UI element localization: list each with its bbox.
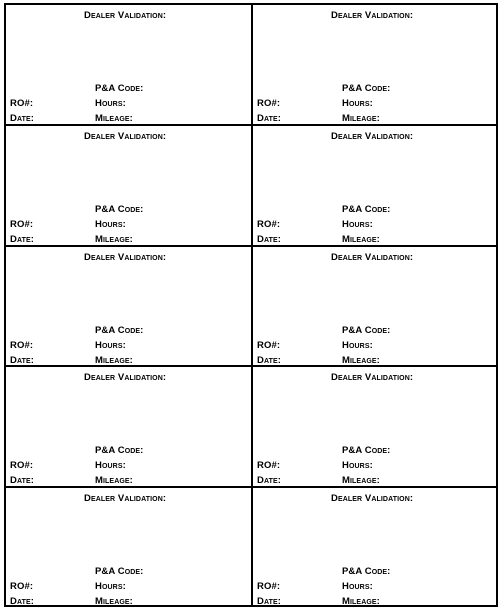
validation-card-grid bbox=[4, 3, 498, 607]
mileage-label: Mileage: bbox=[342, 233, 380, 245]
hours-label: Hours: bbox=[95, 218, 126, 230]
hours-label: Hours: bbox=[95, 339, 126, 351]
date-label: Date: bbox=[257, 475, 282, 487]
dealer-validation-label: Dealer Validation: bbox=[84, 10, 167, 21]
date-label: Date: bbox=[10, 233, 35, 245]
mileage-label: Mileage: bbox=[342, 113, 380, 124]
pa-code-label: P&A Code: bbox=[95, 83, 144, 94]
pa-code-label: P&A Code: bbox=[342, 324, 391, 336]
mileage-label: Mileage: bbox=[342, 475, 380, 487]
mileage-label: Mileage: bbox=[95, 596, 133, 608]
dealer-validation-label: Dealer Validation: bbox=[84, 372, 167, 384]
ro-number-label: RO#: bbox=[257, 339, 281, 351]
mileage-label: Mileage: bbox=[95, 354, 133, 366]
hours-label: Hours: bbox=[95, 581, 126, 593]
mileage-label: Mileage: bbox=[95, 113, 133, 124]
date-label: Date: bbox=[257, 354, 282, 366]
hours-label: Hours: bbox=[342, 339, 373, 351]
hours-label: Hours: bbox=[342, 460, 373, 472]
date-label: Date: bbox=[10, 113, 35, 124]
validation-card bbox=[4, 124, 251, 245]
ro-number-label: RO#: bbox=[257, 581, 281, 593]
dealer-validation-label: Dealer Validation: bbox=[84, 130, 167, 142]
ro-number-label: RO#: bbox=[10, 98, 34, 109]
validation-card bbox=[4, 486, 251, 607]
dealer-validation-label: Dealer Validation: bbox=[331, 130, 414, 142]
validation-card bbox=[251, 365, 498, 486]
date-label: Date: bbox=[10, 475, 35, 487]
dealer-validation-label: Dealer Validation: bbox=[331, 10, 414, 21]
validation-card bbox=[4, 245, 251, 366]
dealer-validation-label: Dealer Validation: bbox=[84, 251, 167, 263]
ro-number-label: RO#: bbox=[10, 218, 34, 230]
ro-number-label: RO#: bbox=[257, 460, 281, 472]
mileage-label: Mileage: bbox=[95, 233, 133, 245]
pa-code-label: P&A Code: bbox=[95, 324, 144, 336]
pa-code-label: P&A Code: bbox=[342, 566, 391, 578]
ro-number-label: RO#: bbox=[10, 339, 34, 351]
date-label: Date: bbox=[10, 596, 35, 608]
validation-card bbox=[4, 365, 251, 486]
validation-card bbox=[251, 3, 498, 124]
date-label: Date: bbox=[257, 233, 282, 245]
hours-label: Hours: bbox=[342, 218, 373, 230]
validation-card bbox=[251, 124, 498, 245]
date-label: Date: bbox=[257, 596, 282, 608]
dealer-validation-label: Dealer Validation: bbox=[331, 493, 414, 505]
dealer-validation-label: Dealer Validation: bbox=[331, 372, 414, 384]
mileage-label: Mileage: bbox=[342, 596, 380, 608]
mileage-label: Mileage: bbox=[95, 475, 133, 487]
hours-label: Hours: bbox=[95, 460, 126, 472]
date-label: Date: bbox=[10, 354, 35, 366]
pa-code-label: P&A Code: bbox=[95, 566, 144, 578]
pa-code-label: P&A Code: bbox=[95, 445, 144, 457]
validation-card bbox=[251, 245, 498, 366]
pa-code-label: P&A Code: bbox=[95, 203, 144, 215]
hours-label: Hours: bbox=[95, 98, 126, 109]
dealer-validation-label: Dealer Validation: bbox=[331, 251, 414, 263]
ro-number-label: RO#: bbox=[257, 98, 281, 109]
dealer-validation-label: Dealer Validation: bbox=[84, 493, 167, 505]
pa-code-label: P&A Code: bbox=[342, 203, 391, 215]
ro-number-label: RO#: bbox=[10, 581, 34, 593]
validation-card bbox=[4, 3, 251, 124]
date-label: Date: bbox=[257, 113, 282, 124]
pa-code-label: P&A Code: bbox=[342, 445, 391, 457]
ro-number-label: RO#: bbox=[10, 460, 34, 472]
validation-card bbox=[251, 486, 498, 607]
hours-label: Hours: bbox=[342, 98, 373, 109]
hours-label: Hours: bbox=[342, 581, 373, 593]
pa-code-label: P&A Code: bbox=[342, 83, 391, 94]
ro-number-label: RO#: bbox=[257, 218, 281, 230]
mileage-label: Mileage: bbox=[342, 354, 380, 366]
